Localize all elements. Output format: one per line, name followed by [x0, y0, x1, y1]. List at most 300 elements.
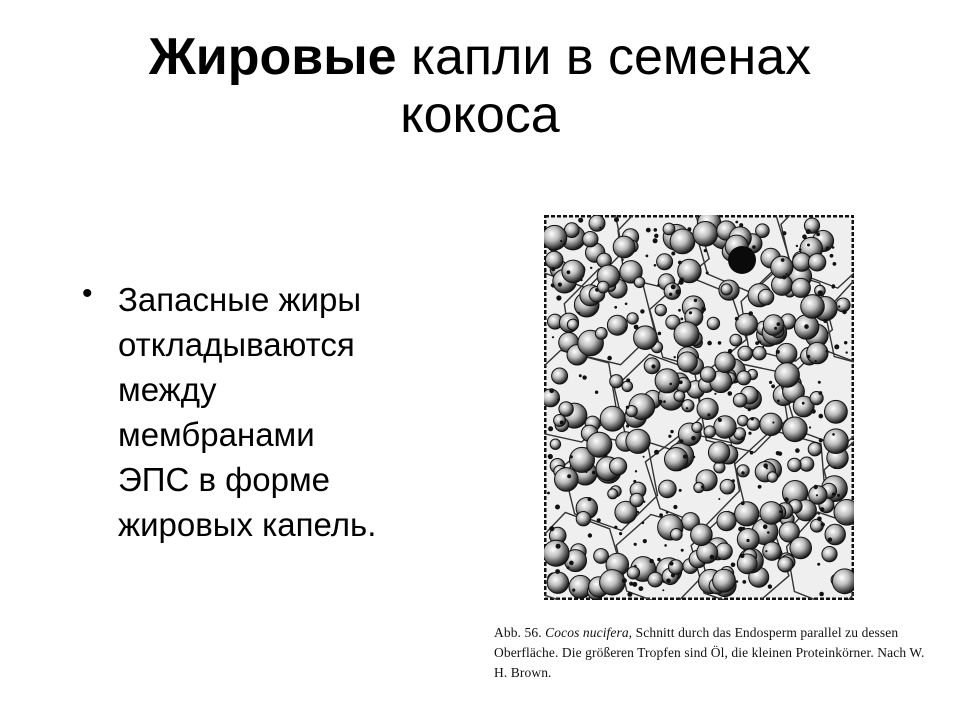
protein-grain — [784, 497, 789, 502]
protein-grain — [826, 247, 830, 251]
protein-grain — [742, 527, 745, 530]
protein-grain — [683, 455, 687, 459]
oil-droplet — [717, 512, 736, 531]
protein-grain — [799, 248, 802, 251]
oil-droplet — [597, 281, 609, 293]
oil-droplet — [791, 278, 810, 297]
oil-droplet — [730, 334, 742, 346]
protein-grain — [549, 526, 554, 531]
protein-grain — [832, 433, 835, 436]
protein-grain — [802, 402, 805, 405]
protein-grain — [828, 538, 832, 542]
protein-grain — [646, 228, 651, 233]
protein-grain — [666, 579, 671, 584]
protein-grain — [786, 273, 788, 275]
protein-grain — [567, 270, 571, 274]
protein-grain — [654, 234, 658, 238]
oil-droplet — [663, 223, 675, 235]
protein-grain — [718, 341, 722, 345]
protein-grain — [564, 243, 566, 245]
oil-droplet — [610, 375, 623, 388]
oil-droplet — [824, 429, 849, 454]
protein-grain — [776, 350, 780, 354]
protein-grain — [658, 400, 662, 404]
protein-grain — [701, 307, 706, 312]
protein-grain — [804, 324, 809, 329]
protein-grain — [807, 244, 810, 247]
protein-grain — [654, 264, 657, 267]
protein-grain — [599, 227, 601, 229]
protein-grain — [746, 539, 749, 542]
protein-grain — [556, 295, 561, 300]
protein-grain — [748, 311, 753, 316]
oil-droplet — [547, 572, 568, 593]
protein-grain — [701, 486, 704, 489]
protein-grain — [728, 391, 733, 396]
protein-grain — [635, 470, 637, 472]
oil-droplet — [545, 251, 563, 269]
protein-grain — [619, 532, 622, 535]
protein-grain — [693, 456, 695, 458]
protein-grain — [781, 258, 785, 262]
protein-grain — [625, 327, 627, 329]
bullet-dot-icon: • — [82, 277, 93, 310]
protein-grain — [679, 368, 681, 370]
protein-grain — [626, 378, 630, 382]
protein-grain — [548, 454, 553, 459]
protein-grain — [614, 217, 619, 222]
oil-droplet — [737, 554, 757, 574]
protein-grain — [689, 311, 692, 314]
oil-droplet — [763, 315, 784, 336]
protein-grain — [735, 317, 739, 321]
protein-grain — [567, 474, 571, 478]
protein-grain — [560, 240, 562, 242]
protein-grain — [664, 544, 667, 547]
protein-grain — [646, 255, 649, 258]
oil-droplet — [714, 416, 736, 438]
protein-grain — [555, 505, 560, 510]
oil-droplet — [655, 304, 666, 315]
oil-droplet — [567, 319, 578, 330]
protein-grain — [832, 493, 835, 496]
protein-grain — [777, 322, 781, 326]
protein-grain — [795, 448, 800, 453]
oil-droplet — [733, 393, 747, 407]
oil-droplet — [627, 313, 638, 324]
protein-grain — [807, 355, 811, 359]
protein-grain — [627, 592, 632, 597]
protein-grain — [817, 563, 820, 566]
protein-grain — [832, 246, 835, 249]
protein-grain — [548, 426, 553, 431]
protein-grain — [826, 350, 829, 353]
oil-droplet — [790, 537, 812, 559]
protein-grain — [567, 566, 570, 569]
oil-droplet — [713, 569, 736, 592]
oil-droplet — [634, 326, 658, 350]
oil-droplet — [583, 232, 598, 247]
protein-grain — [555, 569, 560, 574]
protein-grain — [669, 383, 672, 386]
protein-grain — [681, 549, 684, 552]
caption-text: Schnitt durch das Endosperm parallel zu dessen Oberfläche. Die größeren Tropfen sind Öl, die kleinen Proteinkörner. Nach W. H. Brown. — [494, 625, 925, 680]
protein-grain — [649, 559, 653, 563]
protein-grain — [549, 388, 554, 393]
oil-droplet — [697, 398, 718, 419]
oil-droplet — [778, 557, 793, 572]
title-rest: капли в семенах кокоса — [400, 28, 812, 144]
protein-grain — [815, 360, 817, 362]
protein-grain — [750, 451, 754, 455]
protein-grain — [691, 436, 696, 441]
protein-grain — [595, 288, 599, 292]
protein-grain — [735, 221, 738, 224]
protein-grain — [765, 550, 767, 552]
protein-grain — [833, 262, 837, 266]
oil-droplet — [587, 432, 612, 457]
protein-grain — [834, 467, 836, 469]
oil-droplet — [783, 417, 808, 442]
protein-grain — [714, 393, 716, 395]
protein-grain — [707, 413, 710, 416]
oil-droplet — [552, 368, 568, 384]
oil-droplet — [657, 254, 673, 270]
protein-grain — [782, 231, 786, 235]
protein-grain — [670, 562, 674, 566]
oil-droplet — [693, 222, 718, 247]
protein-grain — [547, 492, 550, 495]
oil-droplet — [674, 322, 699, 347]
protein-grain — [663, 400, 666, 403]
protein-grain — [752, 245, 756, 249]
protein-grain — [817, 517, 822, 522]
protein-grain — [668, 435, 671, 438]
protein-grain — [629, 582, 633, 586]
oil-droplet — [808, 254, 825, 271]
protein-grain — [671, 573, 675, 577]
protein-grain — [579, 374, 582, 377]
protein-grain — [739, 223, 743, 227]
protein-grain — [643, 501, 645, 503]
oil-droplet — [736, 313, 758, 335]
protein-grain — [740, 554, 744, 558]
oil-droplet — [788, 458, 801, 471]
protein-grain — [767, 531, 770, 534]
protein-grain — [816, 232, 820, 236]
oil-droplet — [576, 512, 590, 526]
protein-grain — [651, 364, 655, 368]
oil-droplet — [555, 468, 579, 492]
oil-droplet — [682, 400, 694, 412]
protein-grain — [774, 327, 777, 330]
protein-grain — [718, 498, 720, 500]
protein-grain — [622, 259, 624, 261]
protein-grain — [679, 489, 682, 492]
protein-grain — [657, 558, 661, 562]
protein-grain — [622, 578, 627, 583]
protein-grain — [586, 471, 588, 473]
oil-droplet — [738, 415, 749, 426]
oil-droplet — [707, 317, 719, 329]
oil-droplet — [622, 381, 633, 392]
oil-droplet — [559, 402, 573, 416]
protein-grain — [769, 381, 772, 384]
protein-grain — [818, 290, 823, 295]
cells-drawing — [544, 215, 854, 600]
oil-droplet — [758, 289, 774, 305]
protein-grain — [640, 309, 644, 313]
protein-grain — [842, 310, 847, 315]
protein-grain — [742, 580, 746, 584]
protein-grain — [654, 450, 659, 455]
protein-grain — [680, 318, 683, 321]
oil-droplet — [665, 448, 688, 471]
protein-grain — [642, 522, 645, 525]
protein-grain — [834, 344, 839, 349]
protein-grain — [662, 589, 664, 591]
protein-grain — [809, 426, 811, 428]
protein-grain — [634, 325, 639, 330]
oil-droplet — [808, 443, 821, 456]
protein-grain — [814, 485, 818, 489]
protein-grain — [718, 418, 722, 422]
protein-grain — [819, 438, 823, 442]
oil-droplet — [595, 328, 607, 340]
protein-grain — [670, 430, 673, 433]
oil-droplet — [607, 315, 627, 335]
title-bold-word: Жировые — [148, 28, 397, 86]
protein-grain — [736, 580, 739, 583]
protein-grain — [597, 518, 601, 522]
protein-grain — [820, 507, 825, 512]
protein-grain — [673, 505, 677, 509]
protein-grain — [626, 424, 629, 427]
oil-droplet — [721, 284, 732, 295]
protein-grain — [748, 432, 751, 435]
oil-droplet — [753, 347, 766, 360]
oil-droplet — [613, 236, 635, 258]
protein-grain — [654, 228, 658, 232]
protein-grain — [776, 451, 780, 455]
protein-grain — [731, 563, 736, 568]
oil-droplet — [670, 529, 682, 541]
oil-droplet — [737, 465, 749, 477]
protein-grain — [710, 555, 715, 560]
protein-grain — [592, 471, 596, 475]
oil-droplet — [760, 413, 782, 435]
protein-grain — [551, 267, 555, 271]
protein-grain — [741, 501, 745, 505]
oil-droplet — [775, 363, 800, 388]
protein-grain — [552, 285, 555, 288]
protein-grain — [694, 299, 697, 302]
protein-grain — [590, 267, 592, 269]
protein-grain — [637, 511, 639, 513]
oil-droplet — [544, 225, 567, 249]
protein-grain — [686, 407, 688, 409]
protein-grain — [643, 456, 645, 458]
oil-droplet — [627, 567, 639, 579]
protein-grain — [678, 261, 682, 265]
oil-droplet — [832, 569, 854, 594]
protein-grain — [832, 284, 835, 287]
protein-grain — [659, 513, 663, 517]
oil-droplet — [716, 543, 733, 560]
protein-grain — [796, 245, 798, 247]
oil-droplet — [626, 429, 650, 453]
oil-droplet — [634, 277, 645, 288]
protein-grain — [741, 437, 744, 440]
protein-grain — [830, 254, 834, 258]
protein-grain — [674, 356, 676, 358]
protein-grain — [818, 513, 820, 515]
protein-grain — [777, 400, 780, 403]
oil-droplet — [767, 472, 777, 482]
protein-grain — [732, 479, 735, 482]
oil-droplet — [807, 342, 828, 363]
protein-grain — [679, 469, 681, 471]
protein-grain — [578, 218, 583, 223]
bullet-text: Запасные жиры откладываются между мембранами ЭПС в форме жировых капель. — [118, 281, 377, 543]
protein-grain — [768, 584, 772, 588]
oil-droplet — [700, 367, 715, 382]
oil-droplet — [691, 524, 713, 546]
caption-abb: Abb. 56. — [494, 625, 542, 640]
protein-grain — [755, 341, 759, 345]
oil-droplet — [836, 298, 850, 312]
protein-grain — [819, 391, 823, 395]
oil-droplet — [610, 458, 627, 475]
oil-droplet — [704, 426, 716, 438]
protein-grain — [634, 543, 637, 546]
protein-grain — [607, 356, 612, 361]
protein-grain — [838, 305, 840, 307]
protein-grain — [771, 384, 775, 388]
oil-droplet — [800, 457, 814, 471]
protein-grain — [666, 511, 669, 514]
protein-grain — [748, 408, 751, 411]
protein-grain — [707, 341, 712, 346]
protein-grain — [558, 283, 562, 287]
protein-grain — [588, 497, 592, 501]
oil-droplet — [822, 547, 837, 562]
protein-grain — [763, 463, 768, 468]
protein-grain — [557, 398, 560, 401]
protein-grain — [802, 234, 807, 239]
protein-grain — [570, 455, 573, 458]
protein-grain — [706, 271, 709, 274]
protein-grain — [595, 391, 598, 394]
protein-grain — [819, 592, 824, 597]
protein-grain — [671, 252, 675, 256]
protein-grain — [669, 293, 672, 296]
protein-grain — [614, 306, 617, 309]
protein-grain — [678, 309, 681, 312]
oil-droplet — [659, 480, 677, 498]
protein-grain — [633, 480, 636, 483]
protein-grain — [763, 524, 768, 529]
oil-droplet — [825, 524, 845, 544]
oil-droplet — [801, 295, 825, 319]
oil-droplet — [630, 493, 643, 506]
slide-title — [80, 28, 880, 144]
protein-grain — [844, 341, 847, 344]
oil-droplet — [776, 343, 797, 364]
protein-grain — [751, 417, 754, 420]
oil-droplet — [735, 502, 759, 526]
oil-droplet — [825, 400, 848, 423]
protein-grain — [580, 279, 582, 281]
protein-grain — [782, 276, 786, 280]
protein-grain — [837, 494, 840, 497]
protein-grain — [552, 336, 554, 338]
oil-droplet — [692, 422, 702, 432]
protein-grain — [819, 414, 824, 419]
protein-grain — [679, 380, 683, 384]
oil-droplet — [600, 406, 625, 431]
protein-grain — [818, 381, 821, 384]
protein-grain — [679, 439, 683, 443]
protein-grain — [806, 229, 811, 234]
protein-grain — [687, 227, 691, 231]
oil-droplet — [760, 502, 783, 525]
protein-grain — [625, 303, 628, 306]
protein-grain — [816, 494, 818, 496]
oil-droplet — [715, 352, 735, 372]
protein-grain — [741, 471, 744, 474]
protein-grain — [578, 312, 580, 314]
protein-grain — [634, 565, 637, 568]
protein-grain — [728, 349, 733, 354]
protein-grain — [657, 284, 659, 286]
protein-grain — [821, 523, 825, 527]
protein-grain — [671, 285, 676, 290]
oil-droplet — [708, 442, 729, 463]
protein-grain — [556, 544, 561, 549]
protein-grain — [614, 526, 617, 529]
oil-droplet — [738, 346, 753, 361]
protein-grain — [758, 485, 762, 489]
oil-droplet — [544, 540, 569, 566]
protein-grain — [643, 539, 647, 543]
protein-grain — [653, 238, 658, 243]
protein-grain — [762, 346, 764, 348]
protein-grain — [679, 280, 684, 285]
oil-droplet — [550, 439, 560, 449]
oil-droplet — [834, 500, 854, 526]
protein-grain — [658, 332, 662, 336]
protein-grain — [779, 510, 782, 513]
protein-grain — [572, 589, 575, 592]
protein-grain — [676, 289, 681, 294]
oil-droplet — [648, 572, 663, 587]
protein-grain — [588, 533, 592, 537]
endosperm-illustration — [544, 215, 854, 600]
figure-caption — [494, 623, 934, 683]
protein-grain — [560, 421, 564, 425]
oil-droplet — [589, 215, 605, 231]
protein-grain — [772, 421, 774, 423]
protein-grain — [823, 319, 827, 323]
protein-grain — [846, 351, 848, 353]
protein-grain — [569, 561, 574, 566]
protein-grain — [704, 249, 707, 252]
protein-grain — [639, 586, 644, 591]
protein-grain — [582, 375, 586, 379]
caption-species: Cocos nucifera, — [545, 625, 633, 640]
protein-grain — [626, 406, 629, 409]
